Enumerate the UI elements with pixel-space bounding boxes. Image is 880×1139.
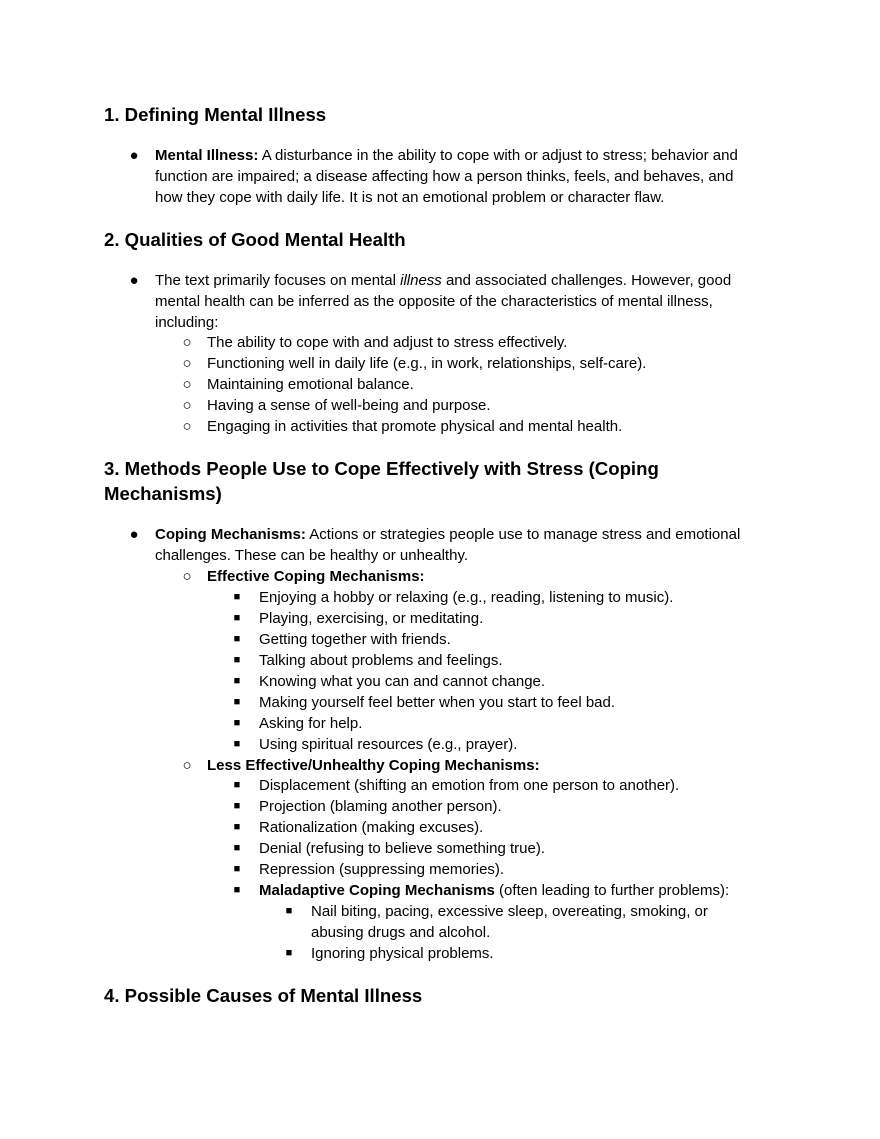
term-maladaptive: Maladaptive Coping Mechanisms	[259, 882, 495, 899]
term-mental-illness: Mental Illness:	[155, 147, 259, 164]
list-item: Displacement (shifting an emotion from one person to another).	[259, 777, 680, 794]
mental-illness-definition-line: function are impaired; a disease affecting how a person thinks, feels, and behaves, and	[155, 168, 734, 185]
section-3-heading: 3. Methods People Use to Cope Effectively with Stress (Coping	[104, 458, 659, 479]
section-4-heading: 4. Possible Causes of Mental Illness	[104, 985, 423, 1006]
bullet: ■	[233, 779, 241, 791]
list-item: Engaging in activities that promote physical and mental health.	[207, 418, 623, 435]
list-item: Denial (refusing to believe something true).	[259, 840, 545, 857]
good-mental-health-intro-line: including:	[155, 314, 219, 331]
list-item: Talking about problems and feelings.	[259, 652, 503, 669]
list-item: Repression (suppressing memories).	[259, 861, 505, 878]
mental-illness-definition-line: Mental Illness: A disturbance in the ability to cope with or adjust to stress; behavior and	[155, 147, 738, 164]
list-item: Functioning well in daily life (e.g., in work, relationships, self-care).	[207, 355, 647, 372]
bullet: ■	[233, 675, 241, 687]
maladaptive-coping-item: Maladaptive Coping Mechanisms (often leading to further problems):	[259, 882, 730, 899]
list-item: Getting together with friends.	[259, 631, 451, 648]
section-1-heading: 1. Defining Mental Illness	[104, 104, 327, 125]
bullet: ■	[233, 612, 241, 624]
bullet: ○	[182, 757, 192, 774]
term-coping-mechanisms: Coping Mechanisms:	[155, 526, 306, 543]
bullet: ●	[129, 147, 139, 164]
bullet: ■	[233, 842, 241, 854]
bullet: ●	[129, 272, 139, 289]
list-item-continued: abusing drugs and alcohol.	[311, 924, 491, 941]
bullet: ■	[233, 738, 241, 750]
bullet: ○	[182, 568, 192, 585]
list-item: Knowing what you can and cannot change.	[259, 673, 546, 690]
mental-illness-definition-line: how they cope with daily life. It is not an emotional problem or character flaw.	[155, 189, 665, 206]
good-mental-health-intro-line: The text primarily focuses on mental illness and associated challenges. However, good	[155, 272, 732, 289]
bullet: ■	[285, 905, 293, 917]
less-effective-coping-label: Less Effective/Unhealthy Coping Mechanisms:	[207, 757, 540, 774]
bullet: ○	[182, 355, 192, 372]
list-item: Nail biting, pacing, excessive sleep, overeating, smoking, or	[311, 903, 708, 920]
bullet: ■	[285, 947, 293, 959]
bullet: ●	[129, 526, 139, 543]
coping-mechanisms-definition-line: Coping Mechanisms: Actions or strategies people use to manage stress and emotional	[155, 526, 741, 543]
bullet: ○	[182, 418, 192, 435]
list-item: Maintaining emotional balance.	[207, 376, 414, 393]
list-item: Using spiritual resources (e.g., prayer).	[259, 736, 518, 753]
bullet: ■	[233, 633, 241, 645]
list-item: Rationalization (making excuses).	[259, 819, 484, 836]
bullet: ○	[182, 397, 192, 414]
coping-mechanisms-definition-line: challenges. These can be healthy or unhealthy.	[155, 547, 468, 564]
bullet: ■	[233, 717, 241, 729]
list-item: Making yourself feel better when you start to feel bad.	[259, 694, 616, 711]
list-item: Projection (blaming another person).	[259, 798, 502, 815]
bullet: ■	[233, 800, 241, 812]
list-item: Ignoring physical problems.	[311, 945, 494, 962]
bullet: ■	[233, 696, 241, 708]
list-item: Enjoying a hobby or relaxing (e.g., reading, listening to music).	[259, 589, 674, 606]
list-item: Having a sense of well-being and purpose.	[207, 397, 491, 414]
bullet: ○	[182, 334, 192, 351]
bullet: ■	[233, 654, 241, 666]
list-item: The ability to cope with and adjust to stress effectively.	[207, 334, 568, 351]
bullet: ■	[233, 863, 241, 875]
bullet: ■	[233, 821, 241, 833]
bullet: ○	[182, 376, 192, 393]
section-2-heading: 2. Qualities of Good Mental Health	[104, 229, 406, 250]
section-3-heading-continued: Mechanisms)	[104, 483, 222, 504]
bullet: ■	[233, 884, 241, 896]
list-item: Asking for help.	[259, 715, 363, 732]
bullet: ■	[233, 591, 241, 603]
list-item: Playing, exercising, or meditating.	[259, 610, 484, 627]
good-mental-health-intro-line: mental health can be inferred as the opposite of the characteristics of mental illness,	[155, 293, 713, 310]
effective-coping-label: Effective Coping Mechanisms:	[207, 568, 425, 585]
